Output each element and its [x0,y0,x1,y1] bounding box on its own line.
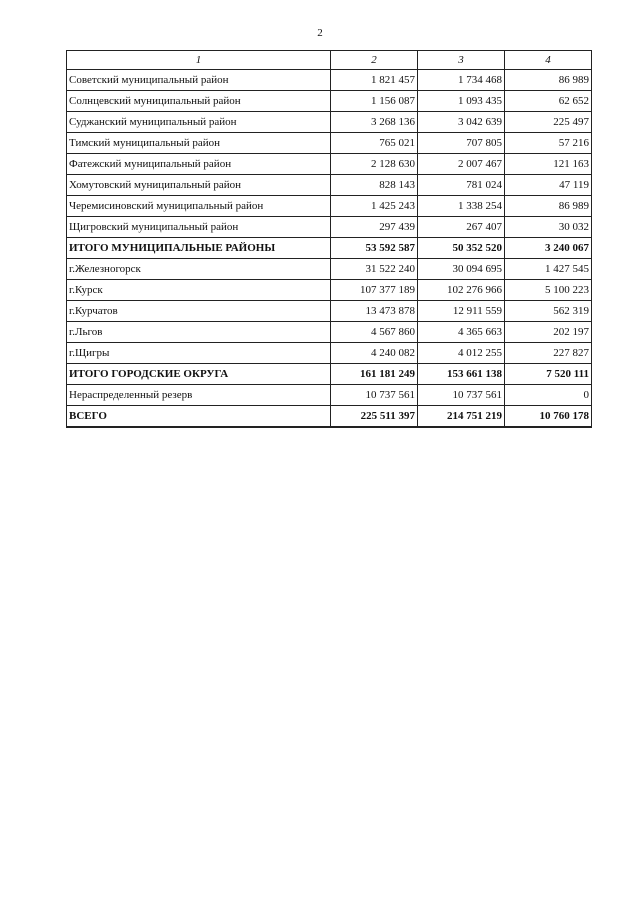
row-label: Суджанский муниципальный район [67,112,331,133]
row-value-col4: 86 989 [505,70,592,91]
table-row [67,322,592,343]
row-value-col2: 2 128 630 [331,154,418,175]
row-label: Черемисиновский муниципальный район [67,196,331,217]
table-row [67,112,592,133]
row-label: г.Льгов [67,322,331,343]
table-row [67,280,592,301]
row-label: Советский муниципальный район [67,70,331,91]
table-row [67,343,592,364]
row-value-col4: 5 100 223 [505,280,592,301]
column-header-2: 2 [331,51,418,70]
row-value-col2: 10 737 561 [331,385,418,406]
row-value-col2: 161 181 249 [331,364,418,385]
row-label: ИТОГО ГОРОДСКИЕ ОКРУГА [67,364,331,385]
row-label: Фатежский муниципальный район [67,154,331,175]
column-header-3: 3 [418,51,505,70]
column-header-1: 1 [67,51,331,70]
row-value-col2: 1 425 243 [331,196,418,217]
row-value-col2: 53 592 587 [331,238,418,259]
row-value-col4: 121 163 [505,154,592,175]
row-value-col3: 1 093 435 [418,91,505,112]
row-value-col3: 102 276 966 [418,280,505,301]
row-value-col4: 0 [505,385,592,406]
row-value-col2: 4 567 860 [331,322,418,343]
row-value-col3: 2 007 467 [418,154,505,175]
row-value-col4: 57 216 [505,133,592,154]
column-header-4: 4 [505,51,592,70]
row-value-col2: 13 473 878 [331,301,418,322]
row-value-col4: 7 520 111 [505,364,592,385]
row-value-col4: 225 497 [505,112,592,133]
row-value-col3: 50 352 520 [418,238,505,259]
row-label: г.Курчатов [67,301,331,322]
table-row [67,70,592,91]
row-value-col3: 214 751 219 [418,406,505,428]
row-value-col3: 12 911 559 [418,301,505,322]
row-value-col2: 1 156 087 [331,91,418,112]
row-value-col2: 828 143 [331,175,418,196]
row-value-col3: 1 338 254 [418,196,505,217]
row-value-col3: 10 737 561 [418,385,505,406]
row-value-col4: 62 652 [505,91,592,112]
table-row [67,133,592,154]
row-label: Щигровский муниципальный район [67,217,331,238]
row-label: ИТОГО МУНИЦИПАЛЬНЫЕ РАЙОНЫ [67,238,331,259]
row-value-col4: 86 989 [505,196,592,217]
row-value-col3: 267 407 [418,217,505,238]
table-row [67,196,592,217]
row-value-col4: 10 760 178 [505,406,592,428]
row-value-col4: 3 240 067 [505,238,592,259]
row-value-col2: 1 821 457 [331,70,418,91]
row-value-col3: 153 661 138 [418,364,505,385]
row-label: Хомутовский муниципальный район [67,175,331,196]
row-value-col4: 1 427 545 [505,259,592,280]
row-value-col2: 765 021 [331,133,418,154]
table-row [67,385,592,406]
total-row-municipal-districts [67,238,592,259]
table-header-row [67,51,592,70]
row-value-col3: 30 094 695 [418,259,505,280]
row-value-col4: 47 119 [505,175,592,196]
row-label: г.Щигры [67,343,331,364]
row-value-col3: 1 734 468 [418,70,505,91]
row-value-col3: 707 805 [418,133,505,154]
row-label: г.Железногорск [67,259,331,280]
total-row-city-districts [67,364,592,385]
row-value-col2: 225 511 397 [331,406,418,428]
row-value-col4: 227 827 [505,343,592,364]
table-row [67,175,592,196]
row-value-col4: 202 197 [505,322,592,343]
row-value-col3: 3 042 639 [418,112,505,133]
row-value-col4: 30 032 [505,217,592,238]
table-row [67,154,592,175]
row-value-col2: 31 522 240 [331,259,418,280]
row-value-col4: 562 319 [505,301,592,322]
row-label: ВСЕГО [67,406,331,428]
row-value-col3: 4 365 663 [418,322,505,343]
row-value-col2: 107 377 189 [331,280,418,301]
row-value-col2: 3 268 136 [331,112,418,133]
page-number: 2 [317,27,323,39]
row-value-col3: 781 024 [418,175,505,196]
row-value-col2: 297 439 [331,217,418,238]
table-body [67,70,592,428]
row-label: г.Курск [67,280,331,301]
row-value-col2: 4 240 082 [331,343,418,364]
budget-table [66,50,592,428]
row-label: Нераспределенный резерв [67,385,331,406]
row-value-col3: 4 012 255 [418,343,505,364]
row-label: Солнцевский муниципальный район [67,91,331,112]
row-label: Тимский муниципальный район [67,133,331,154]
table-row [67,259,592,280]
table-row [67,217,592,238]
grand-total-row [67,406,592,428]
table-row [67,91,592,112]
table-row [67,301,592,322]
